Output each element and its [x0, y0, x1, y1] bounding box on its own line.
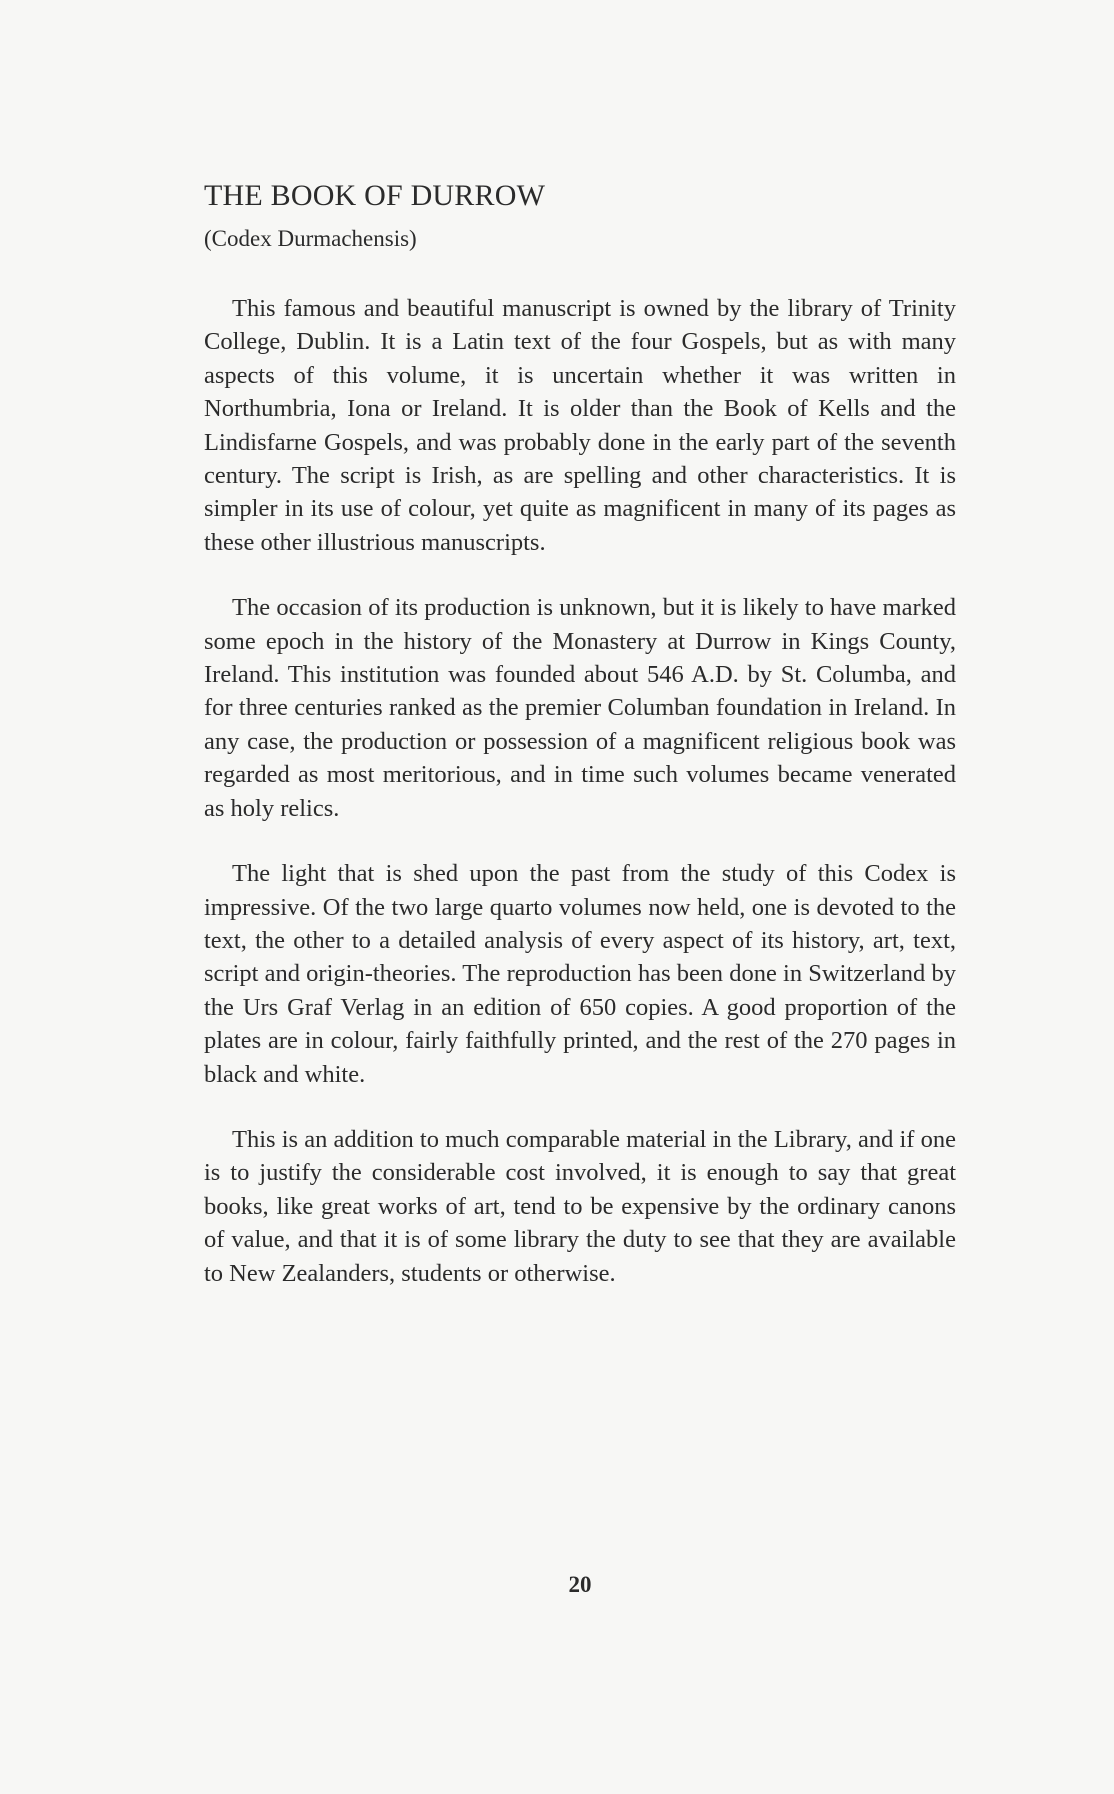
article-body	[204, 292, 956, 1322]
paragraph-2: The occasion of its production is unknown, but it is likely to have marked some epoch in the history of the Monastery at Durrow in Kings County, Ireland. This institution was founded about 546 A.D. by St. Columba, and for three centuries ranked as the premier Columban foundation in Ireland. In any case, the production or possession of a magnificent religious book was regarded as most meritorious, and in time such volumes became venerated as holy relics.	[204, 594, 956, 822]
page-subtitle: (Codex Durmachensis)	[204, 226, 417, 251]
paragraph-4: This is an addition to much comparable material in the Library, and if one is to justify the considerable cost involved, it is enough to say that great books, like great works of art, tend to be expensive by the ordinary canons of value, and that it is of some library the duty to see that they are available to New Zealanders, students or otherwise.	[204, 1125, 956, 1287]
paragraph-1: This famous and beautiful manuscript is owned by the library of Trinity College, Dublin. It is a Latin text of the four Gospels, but as with many aspects of this volume, it is uncertain whether it was written in Northumbria, Iona or Ireland. It is older than the Book of Kells and the Lindisfarne Gospels, and was probably done in the early part of the seventh century. The script is Irish, as are spelling and other characteristics. It is simpler in its use of colour, yet quite as magnificent in many of its pages as these other illustrious manuscripts.	[204, 295, 956, 556]
page-title: THE BOOK OF DURROW	[204, 179, 546, 212]
page-number: 20	[568, 1572, 592, 1597]
paragraph-3: The light that is shed upon the past from the study of this Codex is impressive. Of the two large quarto volumes now held, one is devoted to the text, the other to a detailed analysis of every aspect of its history, art, text, script and origin-theories. The reproduction has been done in Switzerland by the Urs Graf Verlag in an edition of 650 copies. A good proportion of the plates are in colour, fairly faithfully printed, and the rest of the 270 pages in black and white.	[204, 860, 956, 1088]
